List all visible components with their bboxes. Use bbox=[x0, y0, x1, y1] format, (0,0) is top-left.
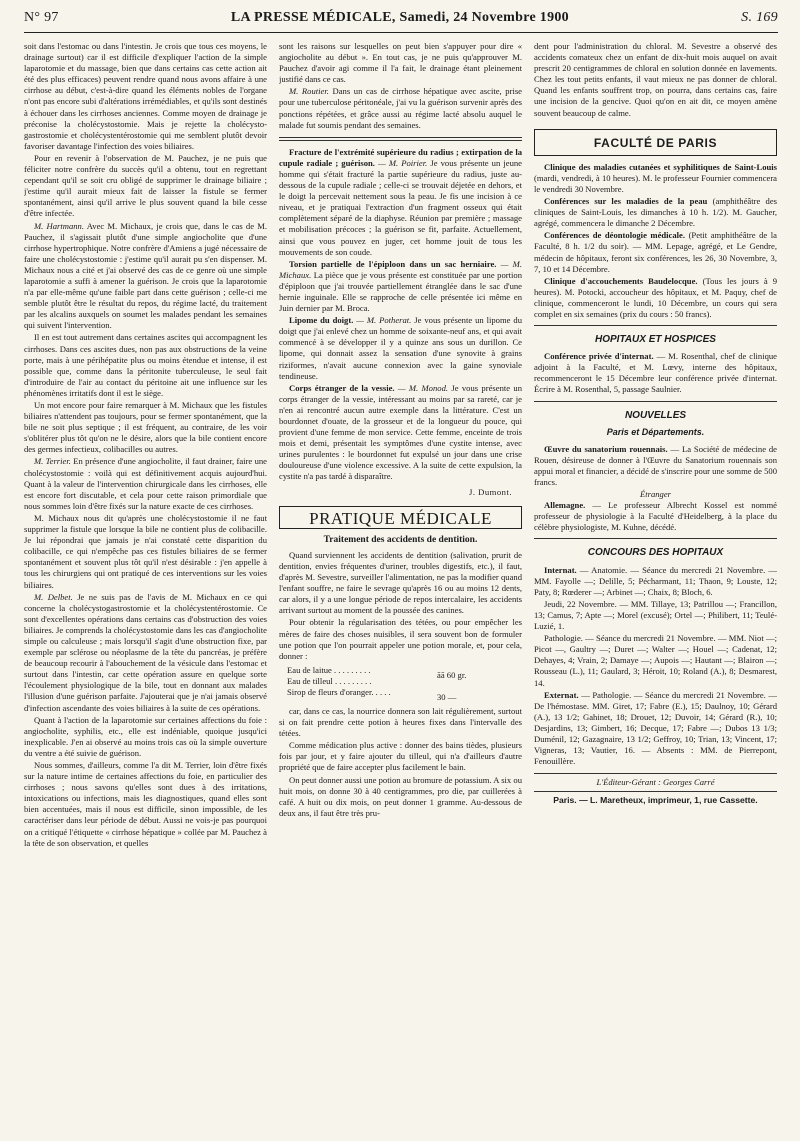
results-title: Externat. bbox=[544, 689, 579, 700]
issue-number: N° 97 bbox=[24, 10, 59, 25]
paragraph: dent pour l'administration du chloral. M. Sevestre a observé des accidents comateux chez un enfant de dix-huit mois auquel on avait prescrit 20 centigrammes de chloral en solution donnée en lavements. Chez les tout petits enfants, il vaut mieux ne pas donner de chloral. Quand les enfants souffrent trop, on pourra, dans certains cas, faire une incision de la gencive. Quoi qu'on en ait dit, ce moyen amène souvent beaucoup de calme. bbox=[534, 41, 777, 118]
announcement bbox=[534, 444, 777, 488]
prescription-items bbox=[287, 665, 437, 703]
publication-title: LA PRESSE MÉDICALE, Samedi, 24 Novembre 1900 bbox=[230, 10, 569, 25]
page-header bbox=[24, 10, 778, 33]
divider bbox=[534, 325, 777, 326]
announcement-title: Conférences sur les maladies de la peau bbox=[544, 196, 708, 207]
paragraph bbox=[279, 86, 522, 130]
article-title: Traitement des accidents de dentition. bbox=[323, 534, 478, 545]
paragraph: Nous sommes, d'ailleurs, comme l'a dit M. Terrier, loin d'être fixés sur la nature intime de certaines affections du foie, en particulier des cirrhoses ; nous savons qu'elles sont dues à des irritations, intoxications ou infections, mais les diagnostiques, quand elles sont bien accentuées, mais il nous est difficile, sinon impossible, de les caractériser dans leur période de début. Aussi ne vois-je pas pourquoi on a critiqué l'étiquette « cirrhose hépatique » collée par M. Pauchez à la tête de son observation, et quelles bbox=[24, 760, 267, 848]
article bbox=[279, 315, 522, 382]
article-text: Je vous présente un lipome du doigt que j'ai enlevé chez un homme de soixante-neuf ans, et qui avait commencé à se développer il y a quinze ans sous un durillon. Ce lipome, qui donnait assez la sensation d'une synovite à grains riziformes, n'avait aucune connexion avec la gaine synoviale tendineuse. bbox=[279, 315, 522, 381]
paragraph bbox=[24, 221, 267, 332]
announcement-text: (Petit amphithéâtre de la Faculté, 8 h. 1/2 du soir). — MM. Lepage, agrégé, et Le Gendre, médecin de hôpitaux, feront six conférences, les 26, 30 Novembre, 3, 7, 10 et 14 Décembre. bbox=[534, 230, 777, 274]
prescription bbox=[287, 665, 522, 703]
paragraph-text: En présence d'une angiocholite, il faut drainer, faire une cholécystostomie : voilà qui est définitivement acquis aujourd'hui. Quant à la valeur de l'intervention chirurgicale dans les cirrhoses, elle est encore fort discutable, et cela pour cette raison primordiale que nous sommes loin d'être fixés sur la nature exacte de ces cirrhoses. bbox=[24, 456, 267, 511]
paragraph: On peut donner aussi une potion au bromure de potassium. A six ou huit mois, on donne 30 à 40 centigrammes, pro die, par cuillerées à café. A huit ou dix mois, on peut donner 1 gramme. Au-dessous de deux ans, il faut être très pru- bbox=[279, 774, 522, 818]
results bbox=[534, 690, 777, 768]
article-text: Je vous présente un jeune homme qui s'était fracturé la partie supérieure du radius, juste au-dessous de la cupule radiale ; celle-ci se trouvait déjetée en dehors, et le doigt la percevait nettement sous la peau. Je fis une incision à ce niveau, et je pratiquai l'extraction d'un fragment osseux qui était complètement séparé de la diaphyse. Réunion par première ; massage et mobilisation précoces ; la guérison se fit, parfaite. Actuellement, ainsi que vous pouvez en juger, cet homme jouit de tous les mouvements de son coude. bbox=[279, 157, 522, 257]
announcement bbox=[534, 230, 777, 274]
paragraph: Pour en revenir à l'observation de M. Pauchez, je ne puis que féliciter notre confrère du succès qu'il a obtenu, tout en regrettant cependant qu'il se soit cru obligé de supprimer le drainage biliaire ; j'estime qu'il aurait mieux fait de laisser la fistule se fermer spontanément, ainsi qu'il arrive le plus souvent quand la bile cesse d'être infectée. bbox=[24, 152, 267, 219]
column-3 bbox=[534, 41, 777, 1136]
subsection-title: Paris et Départements. bbox=[606, 426, 705, 437]
paragraph-text: Je ne suis pas de l'avis de M. Michaux en ce qui concerne la cholécystogastrostomie et la cholécystentérostomie. Ce sont d'excellentes opérations dans certains cas d'obstruction des voies biliaires. Je comprends la cholécystostomie dans les cas d'angiocholite simple ou calculeuse ; mais lorsqu'il s'agit d'une obstruction fixe, par exemple par sclérose ou néoplasme de la tête du pancréas, je préfère de beaucoup recourir à l'abouchement de la vésicule dans l'estomac et surtout dans l'intestin, car cette opération assure en quelque sorte l'écoulement physiologique de la bile, tout en donnant aux malades l'illusion d'une guérison parfaite. J'ajouterai que je n'ai jamais observé d'infection ascendante des voies biliaires à la suite de ces opérations. bbox=[24, 591, 267, 713]
paragraph-text: Avec M. Michaux, je crois que, dans le cas de M. Pauchez, il s'agissait plutôt d'une simple angiocholite que d'une cirrhose hypertrophique. Notre confrère d'Amiens a jugé nécessaire de faire une cholécystostomie : j'estime qu'il aurait pu s'en dispenser. M. Michaux nous a cité et j'ai observé des cas de ce genre où une simple laparotomie a suffi à amener la guérison. Je crois que la laparotomie n'a par elle-même qu'une faible part dans cette guérison ; celle-ci me semble plutôt être le résultat du repos, du régime lacté, du traitement par les alcalins auxquels on soumet les malades pendant les semaines qui suivent l'intervention. bbox=[24, 220, 267, 331]
paragraph: soit dans l'estomac ou dans l'intestin. Je crois que tous ces moyens, le drainage surtout) car il est difficile d'expliquer l'action de la simple laparotomie et du massage, bien que dans certains cas cette action ait été des plus efficaces) peuvent rendre quand nous avons affaire à une cirrhose au début, c'est-à-dire quand les éléments nobles de l'organe n'ont pas encore subi d'altérations irrémédiables, et qu'ils sont destinés à échouer dans les cirrhoses anciennes. Comme moyen de drainage je préconise la cholécystostomie. Mais je rejette la cholécysto-gastrostomie et cholécystentérostomie qui me semblent plutôt devoir favoriser davantage l'infection des voies biliaires. bbox=[24, 41, 267, 151]
prescription-quantities bbox=[437, 665, 466, 703]
paragraph: car, dans ce cas, la nourrice donnera son lait régulièrement, surtout si on fait prendre cette potion à heures fixes dans l'intervalle des tétées. bbox=[279, 705, 522, 739]
paragraph: Comme médication plus active : donner des bains tièdes, plusieurs fois par jour, et y faire ajouter du tilleul, qui n'a d'ailleurs d'autre propriété que de faire accepter plus facilement le bain. bbox=[279, 740, 522, 773]
announcement-title: Clinique des maladies cutanées et syphilitiques de Saint-Louis bbox=[544, 161, 777, 172]
article-title: Fracture de l'extrémité supérieure du radius ; extirpation de la cupule radiale ; guérison. bbox=[279, 146, 522, 168]
announcement-text: — M. Rosenthal, chef de clinique adjoint à la Faculté, et M. Lœvy, interne des hôpitaux, recommenceront le 15 Décembre leur conférence privée d'internat. Écrire à M. Rosenthal, 5, passage Saulnier. bbox=[534, 351, 777, 395]
announcement-title: Allemagne. bbox=[544, 500, 586, 511]
announcement bbox=[534, 500, 777, 533]
author-name: — M. Poirier. bbox=[378, 157, 428, 168]
speaker-name: M. Delbet. bbox=[34, 591, 73, 602]
paragraph: Un mot encore pour faire remarquer à M. Michaux que les fistules biliaires n'attendent pas toujours, pour se fermer spontanément, que la bile ne soit plus septique ; il est fréquent, au contraire, de les voir s'oblitérer plus tôt qu'on ne le désire, alors que la bile contient encore des germes infectieux, colibacilles ou autres. bbox=[24, 400, 267, 455]
paragraph: Pour obtenir la régularisation des tétées, ou pour empêcher les mères de faire des choses nuisibles, il sera souvent bon de formuler une potion que l'on pourrait appeler une potion morale, et, pour cela, donner : bbox=[279, 617, 522, 661]
author-name: — M. Michaux. bbox=[279, 258, 522, 280]
section-title-pratique: PRATIQUE MÉDICALE bbox=[279, 506, 522, 529]
article bbox=[279, 383, 522, 483]
speaker-name: M. Hartmann. bbox=[34, 220, 84, 231]
section-title-hopitaux: HOPITAUX ET HOSPICES bbox=[595, 334, 716, 346]
results-text: — Anatomie. — Séance du mercredi 21 Novembre. — MM. Fayolle —; Delille, 5; Pécharmant, 11; Thaon, 9; Louste, 12; Paty, 8; Rœderer —; Arbinet —; Chaix, 8; Bloch, 6. bbox=[534, 564, 777, 597]
section-title-faculte: FACULTÉ DE PARIS bbox=[534, 129, 777, 156]
article bbox=[279, 147, 522, 258]
divider bbox=[279, 137, 522, 141]
divider bbox=[534, 401, 777, 402]
author-name: — M. Potherat. bbox=[356, 315, 412, 326]
columns bbox=[24, 41, 778, 1136]
publisher-line: L'Éditeur-Gérant : Georges Carré bbox=[534, 773, 777, 788]
announcement-title: Œuvre du sanatorium rouennais. bbox=[544, 443, 668, 454]
paragraph: Il en est tout autrement dans certaines ascites qui accompagnent les cirrhoses. Dans ces ascites dues, non pas aux obstructions de la veine porte, mais à une périhépatite plus ou moins étendue et intense, il est possible que, comme dans la péritonite tuberculeuse, le seul fait d'introduire de l'air au contact du péritoine ait une influence sur les phénomènes irritatifs dont il est le siège. bbox=[24, 332, 267, 398]
paragraph bbox=[24, 456, 267, 511]
announcement bbox=[534, 162, 777, 195]
announcement-text: — Le professeur Albrecht Kossel est nommé professeur de physiologie à la Faculté d'Heidelberg, à la place du célèbre physiologiste, M. Kuhne, décédé. bbox=[534, 500, 777, 533]
announcement-title: Clinique d'accouchements Baudelocque. bbox=[544, 275, 698, 286]
prescription-item: Eau de laitue . . . . . . . . . bbox=[287, 664, 371, 675]
prescription-item: Eau de tilleul . . . . . . . . . bbox=[287, 675, 372, 686]
paragraph: sont les raisons sur lesquelles on peut bien s'appuyer pour dire « angiocholite au début ». En tout cas, je ne puis qu'approuver M. Pauchez d'avoir agi comme il l'a fait, le drainage étant pleinement justifié dans ce cas. bbox=[279, 41, 522, 85]
announcement-text: — La Société de médecine de Rouen, désireuse de donner à l'Œuvre du Sanatorium rouennais son appui moral et financier, a décidé de s'inscrire pour une somme de 500 francs. bbox=[534, 443, 777, 487]
announcement-text: (Tous les jours à 9 heures). M. Potocki, accoucheur des hôpitaux, et M. Paquy, chef de clinique, commenceront le lundi, 10 Décembre, un cours qui sera complet en six semaines (prix du cours : 50 francs). bbox=[534, 275, 777, 319]
results-text: — Pathologie. — Séance du mercredi 21 Novembre. — De l'hémostase. MM. Giret, 17; Fabre (E.), 15; Daulnoy, 10; Gérard (A.), 13 1/2; Gahinet, 18; Drouet, 12; Duvoir, 14; Gérard (R.), 10; Desjardins, 13; Gimbert, 16; Decque, 17; Fabre —; Dubos 13 1/3; Duménil, 12; Gazagnaire, 13 1/2; Geffroy, 10; Trian, 13; Vincent, 17; Vigneras, 13; Vautier, 16. — Absents : MM. de Pierrepont, Fenouillère. bbox=[534, 689, 777, 767]
prescription-item: Sirop de fleurs d'oranger. . . . . bbox=[287, 686, 391, 697]
article-text: Je vous présente un corps étranger de la vessie, intéressant au moins par sa rareté, car je n'en ai rencontré aucun autre exemple dans la littérature. C'est un bourdonnet d'ouate, de la grosseur et de la longueur du pouce, qui provient d'une femme de mon service. Cette femme, enceinte de trois mois et demi, présentait les symptômes d'une cystite intense, avec urines purulentes : le bourdonnet fut expulsé un jour dans une crise douloureuse d'une violence excessive. A la suite de cette expulsion, la cystite n'a pas tardé à disparaître. bbox=[279, 382, 522, 482]
quantity: 30 — bbox=[437, 691, 457, 702]
announcement bbox=[534, 196, 777, 229]
section-title-concours: CONCOURS DES HOPITAUX bbox=[587, 547, 724, 559]
announcement-text: (amphithéâtre des cliniques de Saint-Louis, les dimanches à 10 h. 1/2). M. Gaucher, agrégé, commencera le dimanche 2 Décembre. bbox=[534, 196, 777, 229]
paragraph: Quand surviennent les accidents de dentition (salivation, prurit de dentition, envies fréquentes d'uriner, troubles digestifs, etc.), il faut, d'après M. Sevestre, surveiller l'alimentation, ne pas la modifier quand l'enfant souffre, ne faire le sevrage qu'après 16 ou au moins 12 dents, car alors, il y a une longue période de repos intercalaire, les accidents arrivant surtout au moment de la poussée des canines. bbox=[279, 549, 522, 616]
quantity: āā 60 gr. bbox=[437, 669, 467, 680]
divider bbox=[534, 538, 777, 539]
speaker-name: M. Terrier. bbox=[34, 456, 71, 467]
results: Jeudi, 22 Novembre. — MM. Tillaye, 13; Patrillou —; Francillon, 13; Camus, 7; Apte —; Morel (excusé); Ortel —; Philibert, 11; Teulé-Luzié, 1. bbox=[534, 598, 777, 632]
signature: J. Dumont. bbox=[469, 486, 512, 497]
article-title: Lipome du doigt. bbox=[289, 315, 354, 326]
subsection-title: Étranger bbox=[639, 489, 672, 500]
column-2 bbox=[279, 41, 522, 1136]
paragraph-text: Dans un cas de cirrhose hépatique avec ascite, prise pour une tuberculose péritonéale, j'ai vu la guérison survenir après des ponctions répétées, et grâce aussi au régime lacté absolu auquel le malade fut soumis pendant des semaines. bbox=[279, 86, 522, 130]
announcement bbox=[534, 351, 777, 395]
results-title: Internat. bbox=[544, 564, 577, 575]
article bbox=[279, 259, 522, 314]
paragraph: M. Michaux nous dit qu'après une cholécystostomie il ne faut supprimer la fistule que lorsque la bile ne contient plus de colibacille. Je lui répondrai que jamais je n'ai constaté cette disparition du colibacille, ce qui n'empêche pas ces fistules biliaires de se fermer spontanément et souvent plus tôt qu'il n'est désirable : j'en appelle à tous les chirurgiens qui ont pratiqué de ces interventions sur les voies biliaires. bbox=[24, 512, 267, 590]
article-text: La pièce que je vous présente est constituée par une portion d'épiploon que j'ai trouvée partiellement étranglée dans le sac d'une hernie inguinale. Elle se rapproche de celle présentée ici même en Juin dernier par M. Broca. bbox=[279, 269, 522, 314]
article-title: Torsion partielle de l'épiploon dans un sac herniaire. bbox=[289, 258, 497, 269]
article-title: Corps étranger de la vessie. bbox=[289, 382, 395, 393]
announcement-text: (mardi, vendredi, à 10 heures). M. le professeur Fournier commencera le vendredi 30 Novembre. bbox=[534, 172, 777, 194]
section-title-nouvelles: NOUVELLES bbox=[624, 409, 687, 421]
printer-line: Paris. — L. Maretheux, imprimeur, 1, rue Cassette. bbox=[534, 791, 777, 806]
author-name: — M. Monod. bbox=[397, 382, 449, 393]
page-number: S. 169 bbox=[741, 10, 778, 25]
paragraph bbox=[24, 592, 267, 714]
column-1 bbox=[24, 41, 267, 1136]
speaker-name: M. Routier. bbox=[289, 86, 329, 97]
results bbox=[534, 565, 777, 598]
announcement-title: Conférence privée d'internat. bbox=[544, 351, 654, 362]
announcement bbox=[534, 276, 777, 320]
results: Pathologie. — Séance du mercredi 21 Novembre. — MM. Niot —; Picot —, Gaultry —; Duret —; Walter —; Houel —; Cadenat, 12; Dehayes, 4; Vrain, 2; Damaye —; Aupois —; Hautant —; Blairon —; Rousseau (L.), 11; Gaulard, 3; Héroit, 10; Roland (A.), 8; Desmarest, 14. bbox=[534, 633, 777, 688]
announcement-title: Conférences de déontologie médicale. bbox=[544, 230, 686, 241]
paragraph: Quant à l'action de la laparotomie sur certaines affections du foie : angiocholite, syphilis, etc., elle est indéniable, quoique jusqu'ici inexplicable. J'en ai observé au moins trois cas où la simple ouverture du ventre a été suivie de guérison. bbox=[24, 714, 267, 758]
